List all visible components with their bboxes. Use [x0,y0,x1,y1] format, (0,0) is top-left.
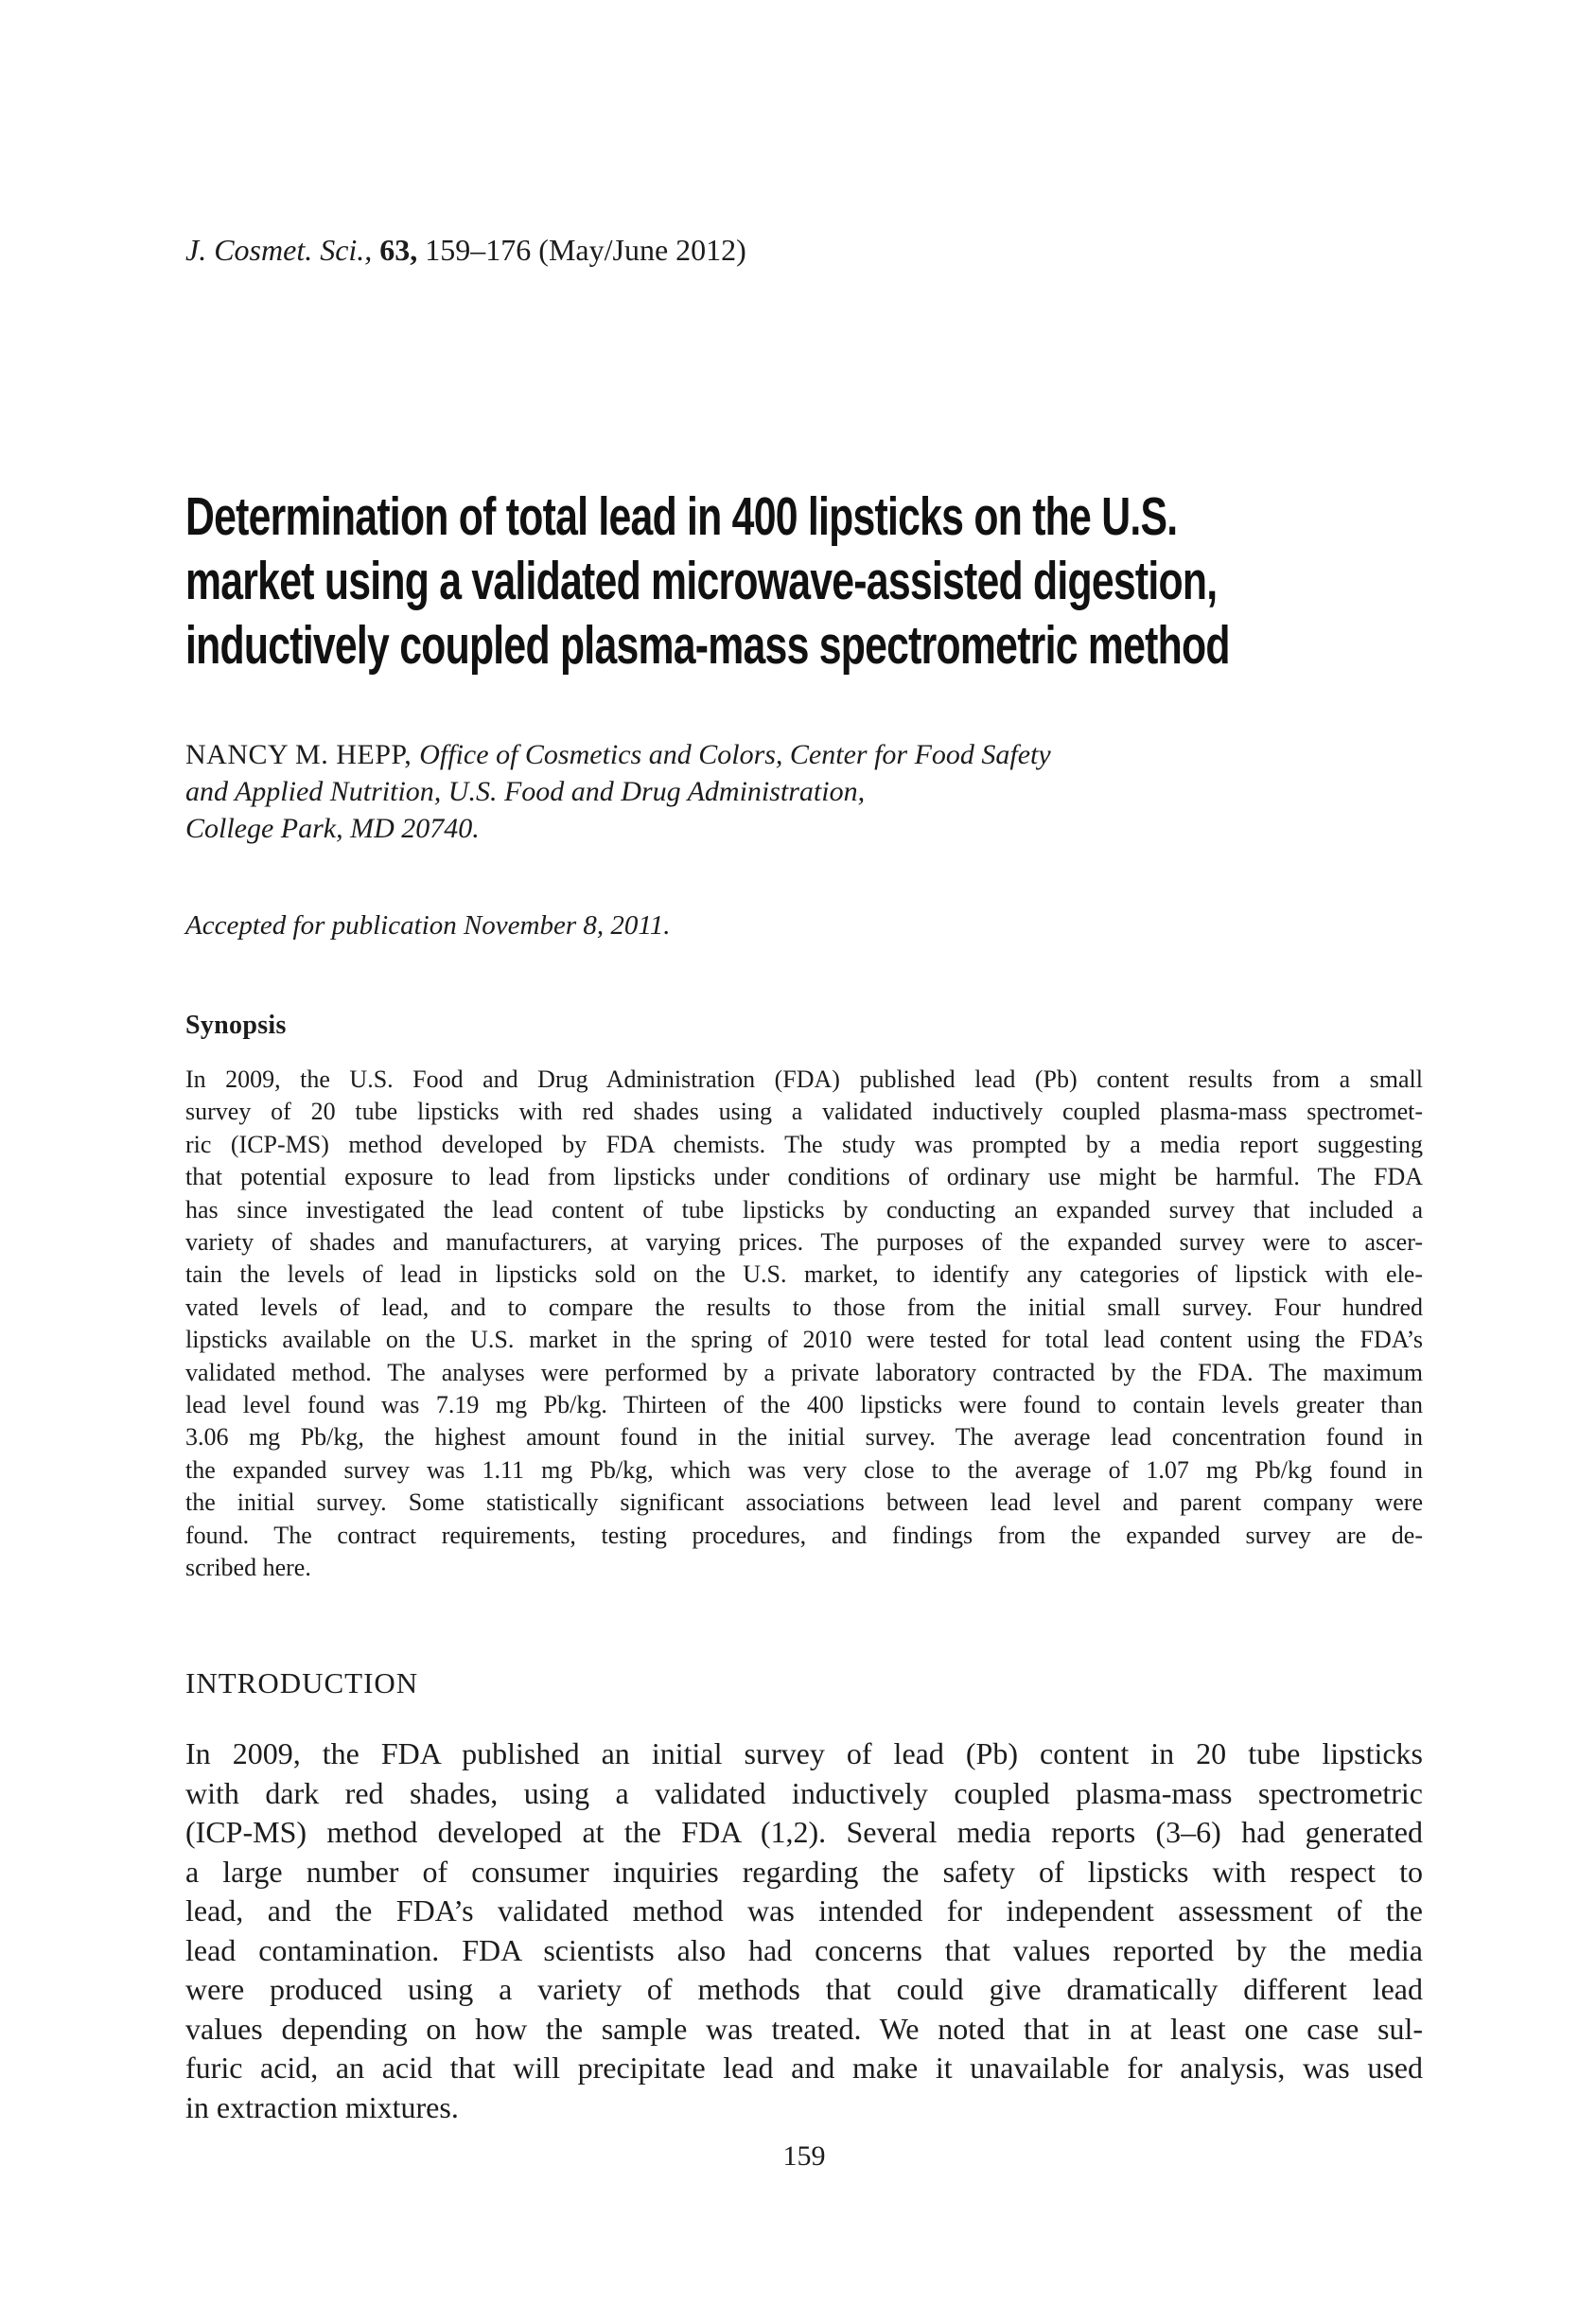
text-line: 3.06 mg Pb/kg, the highest amount found in the initial survey. The average lead concentration found in [185,1423,1423,1452]
text-line: survey of 20 tube lipsticks with red shades using a validated inductively coupled plasma-mass spectromet- [185,1098,1423,1126]
text-line: scribed here. [185,1554,311,1582]
text-line: In 2009, the U.S. Food and Drug Administration (FDA) published lead (Pb) content results from a small [185,1065,1423,1093]
text-line: that potential exposure to lead from lipsticks under conditions of ordinary use might be harmful. The FDA [185,1163,1423,1191]
text-line: variety of shades and manufacturers, at varying prices. The purposes of the expanded survey were to ascer- [185,1228,1423,1257]
author-affiliation-part2: and Applied Nutrition, U.S. Food and Drug Administration, [185,776,866,807]
text-line: validated method. The analyses were performed by a private laboratory contracted by the FDA. The maximum [185,1358,1423,1386]
text-line: ric (ICP-MS) method developed by FDA chemists. The study was prompted by a media report suggesting [185,1130,1423,1158]
journal-pages-issue: 159–176 (May/June 2012) [417,233,746,267]
synopsis-heading: Synopsis [185,1011,287,1040]
author-block [185,736,1051,847]
text-line: tain the levels of lead in lipsticks sold on the U.S. market, to identify any categories of lipstick with ele- [185,1260,1423,1289]
author-line [185,736,1051,773]
author-name: NANCY M. HEPP, [185,739,420,770]
text-line: a large number of consumer inquiries regarding the safety of lipsticks with respect to [185,1854,1423,1889]
author-affiliation-part1: Office of Cosmetics and Colors, Center for Food Safety [419,739,1051,770]
introduction-heading: INTRODUCTION [185,1666,419,1699]
text-line: (ICP-MS) method developed at the FDA (1,2). Several media reports (3–6) had generated [185,1815,1423,1849]
text-line: market using a validated microwave-assisted digestion, [185,551,1218,611]
text-line: values depending on how the sample was treated. We noted that in at least one case sul- [185,2011,1423,2046]
page-number: 159 [782,2140,826,2172]
text-line: were produced using a variety of methods that could give dramatically different lead [185,1972,1423,2006]
journal-name: J. Cosmet. Sci., [185,233,373,267]
text-line: in extraction mixtures. [185,2089,459,2124]
accepted-for-publication: Accepted for publication November 8, 2011. [185,910,671,941]
text-line: lipsticks available on the U.S. market in the spring of 2010 were tested for total lead content using the FDA’s [185,1326,1423,1354]
text-line: the expanded survey was 1.11 mg Pb/kg, which was very close to the average of 1.07 mg Pb/kg found in [185,1455,1423,1484]
text-line: In 2009, the FDA published an initial survey of lead (Pb) content in 20 tube lipsticks [185,1736,1423,1770]
introduction-paragraph [185,1734,1423,2127]
text-line: the initial survey. Some statistically significant associations between lead level and parent company were [185,1488,1423,1517]
text-line: inductively coupled plasma-mass spectrometric method [185,615,1230,676]
author-affiliation-part3: College Park, MD 20740. [185,813,480,844]
text-line: lead level found was 7.19 mg Pb/kg. Thirteen of the 400 lipsticks were found to contain levels greater than [185,1391,1423,1419]
synopsis-paragraph [185,1064,1423,1585]
journal-volume: 63, [372,233,418,267]
text-line: Determination of total lead in 400 lipsticks on the U.S. [185,486,1178,547]
article-title [185,484,1463,678]
text-line: found. The contract requirements, testing procedures, and findings from the expanded survey are de- [185,1521,1423,1549]
text-line: with dark red shades, using a validated inductively coupled plasma-mass spectrometric [185,1775,1423,1810]
text-line: has since investigated the lead content of tube lipsticks by conducting an expanded survey that included a [185,1195,1423,1223]
journal-citation [185,233,746,268]
text-line: vated levels of lead, and to compare the results to those from the initial small survey. Four hundred [185,1293,1423,1321]
text-line: furic acid, an acid that will precipitate lead and make it unavailable for analysis, was used [185,2051,1423,2085]
text-line: lead contamination. FDA scientists also had concerns that values reported by the media [185,1932,1423,1967]
text-line: lead, and the FDA’s validated method was intended for independent assessment of the [185,1893,1423,1928]
